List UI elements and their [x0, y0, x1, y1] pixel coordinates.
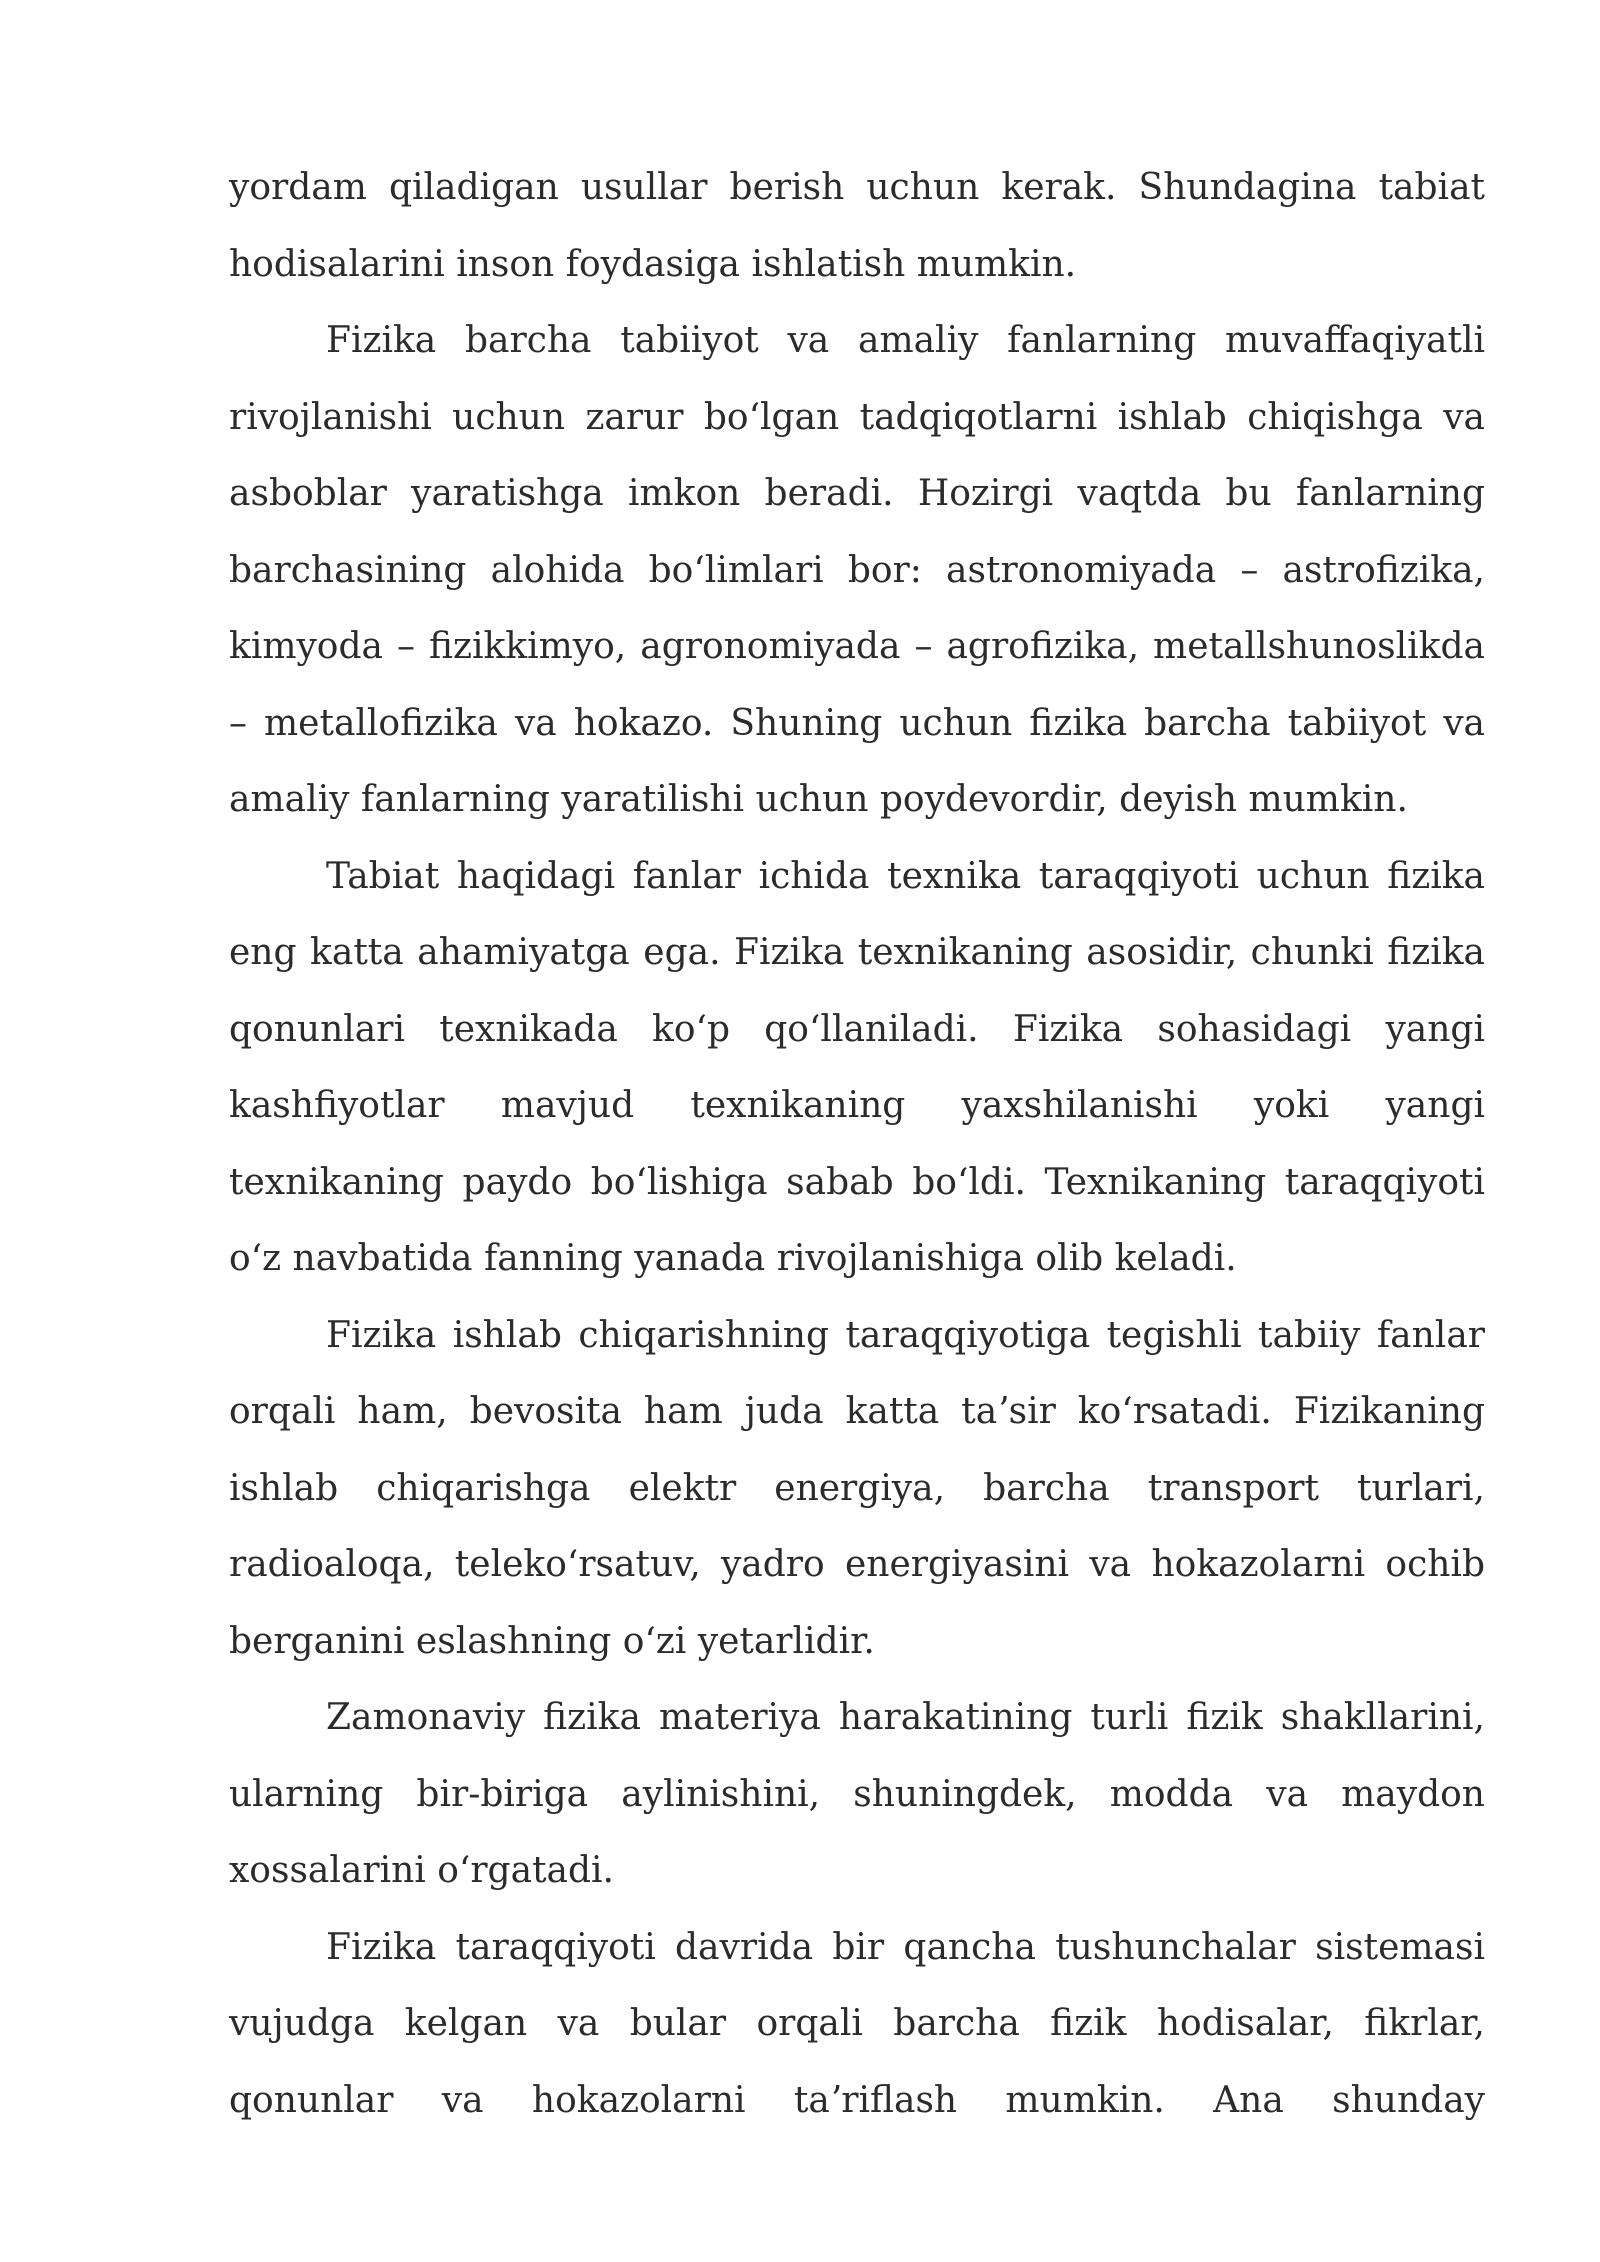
paragraph-6: Fizika taraqqiyoti davrida bir qancha tushunchalar sistemasi vujudga kelgan va bular orqali barcha fizik hodisalar, fikrlar, qonunlar va hokazolarni taʼriflash mumkin. Ana shunday — [229, 1926, 1485, 2121]
paragraph-5: Zamonaviy fizika materiya harakatining turli fizik shakllarini, ularning bir-biriga aylinishini, shuningdek, modda va maydon xossalarini oʻrgatadi. — [229, 1697, 1485, 1891]
body-text — [229, 150, 1485, 2139]
paragraph-4: Fizika ishlab chiqarishning taraqqiyotiga tegishli tabiiy fanlar orqali ham, bevosita ham juda katta taʼsir koʻrsatadi. Fizikaning ishlab chiqarishga elektr energiya, barcha transport turlari, radioaloqa, telekoʻrsatuv, yadro energiyasini va hokazolarni ochib berganini eslashning oʻzi yetarlidir. — [229, 1314, 1485, 1662]
paragraph-2: Fizika barcha tabiiyot va amaliy fanlarning muvaffaqiyatli rivojlanishi uchun zarur boʻlgan tadqiqotlarni ishlab chiqishga va asboblar yaratishga imkon beradi. Hozirgi vaqtda bu fanlarning barchasining alohida boʻlimlari bor: astronomiyada – astrofizika, kimyoda – fizikkimyo, agronomiyada – agrofizika, metallshunoslikda – metallofizika va hokazo. Shuning uchun fizika barcha tabiiyot va amaliy fanlarning yaratilishi uchun poydevordir, deyish mumkin. — [229, 320, 1485, 820]
paragraph-1: yordam qiladigan usullar berish uchun kerak. Shundagina tabiat hodisalarini inson foydasiga ishlatish mumkin. — [229, 167, 1485, 285]
paragraph-3: Tabiat haqidagi fanlar ichida texnika taraqqiyoti uchun fizika eng katta ahamiyatga ega. Fizika texnikaning asosidir, chunki fizika qonunlari texnikada koʻp qoʻllaniladi. Fizika sohasidagi yangi kashfiyotlar mavjud texnikaning yaxshilanishi yoki yangi texnikaning paydo boʻlishiga sabab boʻldi. Texnikaning taraqqiyoti oʻz navbatida fanning yanada rivojlanishiga olib keladi. — [229, 855, 1485, 1279]
